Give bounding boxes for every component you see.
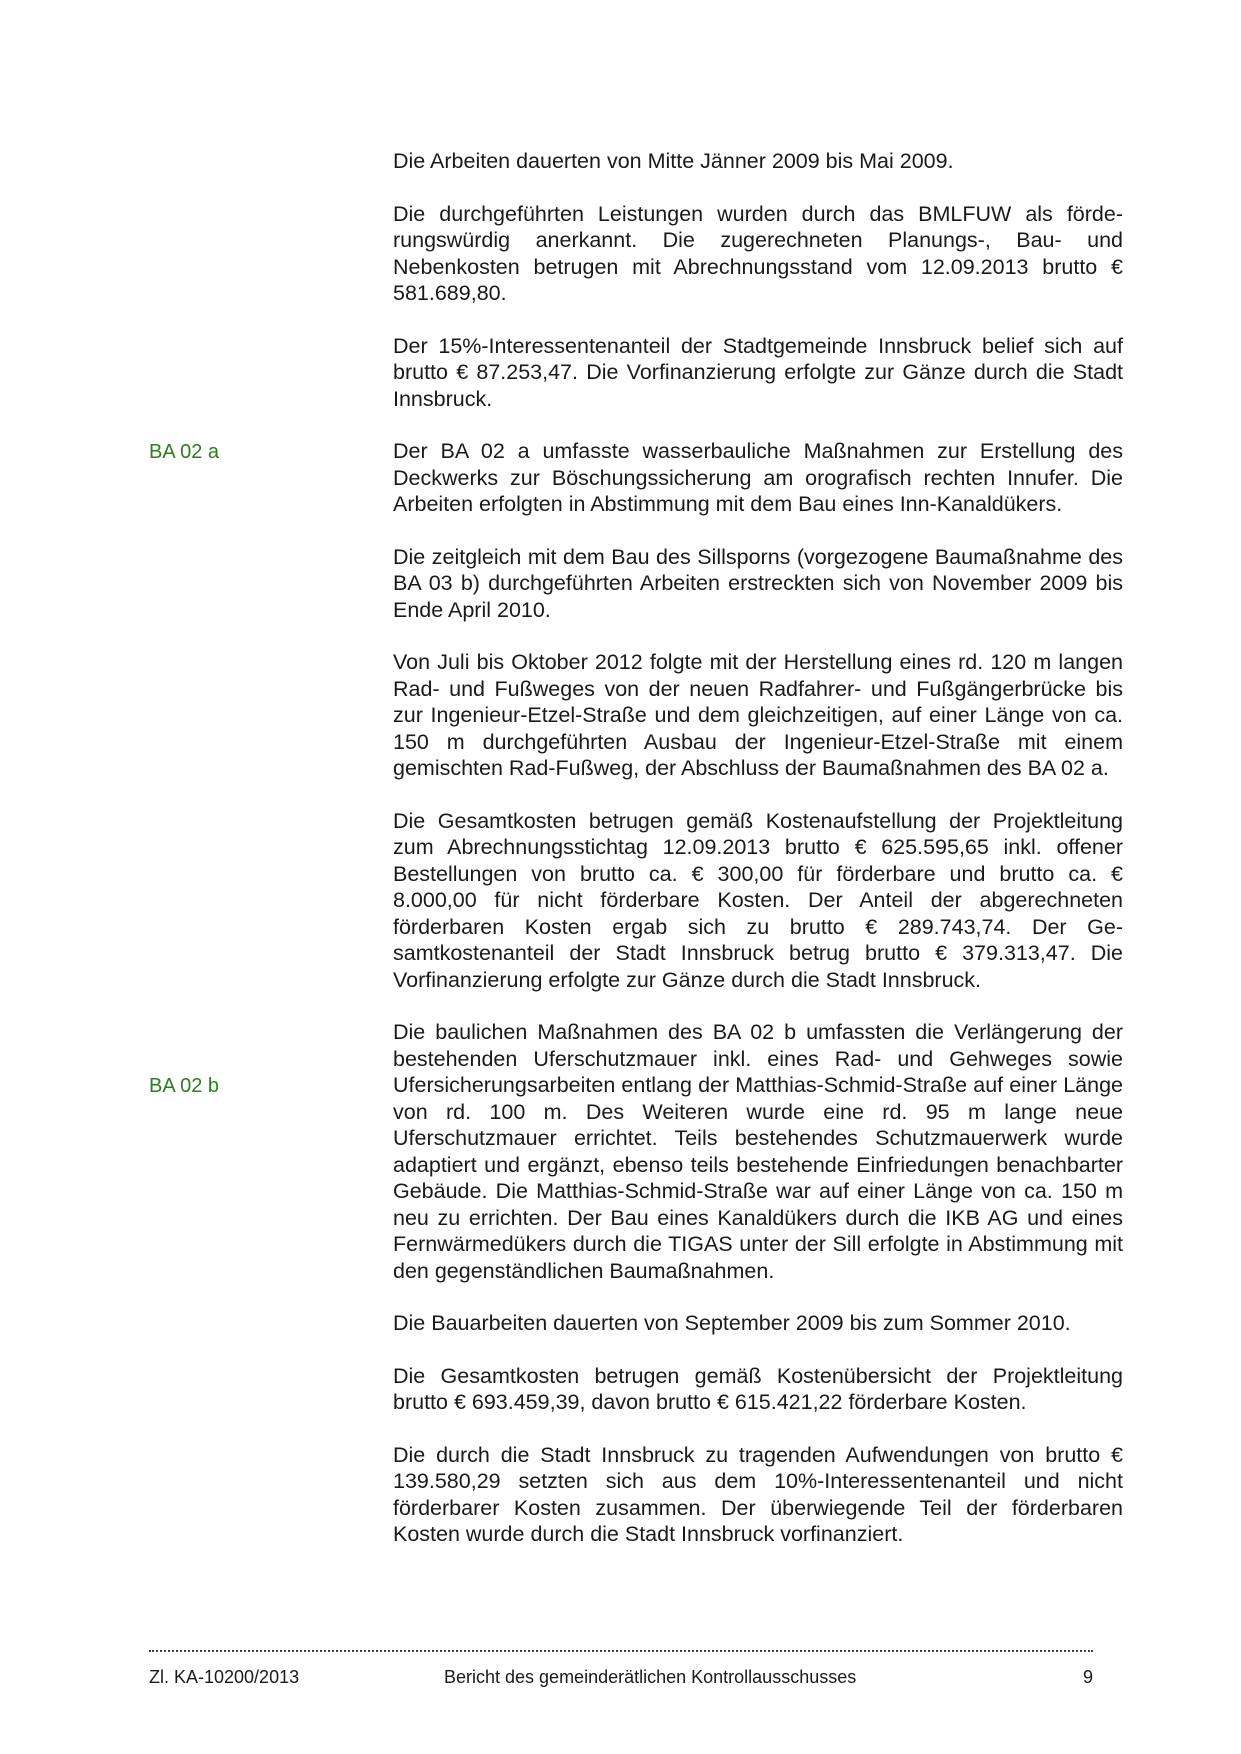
paragraph: Der BA 02 a umfasste wasserbauliche Maßnahmen zur Erstellung des Deckwerks zur Böschungssicherung am orografisch rechten Innufer. Die Arbeiten erfolgten in Abstimmung mit dem Bau eines Inn-Kanaldükers. xyxy=(393,439,1123,516)
paragraph: Die Bauarbeiten dauerten von September 2009 bis zum Sommer 2010. xyxy=(393,1311,1071,1335)
margin-label-ba02b: BA 02 b xyxy=(149,1075,220,1097)
paragraph: Von Juli bis Oktober 2012 folgte mit der Herstellung eines rd. 120 m langen Rad- und Fußweges von der neuen Radfahrer- und Fußgängerbrücke bis zur Ingenieur-Etzel-Straße und dem gleichzeitigen, auf einer Länge von ca. 150 m durchgeführten Ausbau der Ingenieur-Etzel-Straße mit einem gemischten Rad-Fußweg, der Abschluss der Baumaßnahmen des BA 02 a. xyxy=(393,650,1123,780)
paragraph: Die baulichen Maßnahmen des BA 02 b umfassten die Verlängerung der bestehenden Uferschutzmauer inkl. eines Rad- und Gehweges sowie Ufersicherungsarbeiten entlang der Matthias-Schmid-Straße auf einer Länge von rd. 100 m. Des Weiteren wurde eine rd. 95 m lange neue Uferschutzmauer errichtet. Teils bestehendes Schutzmauerwerk wurde adaptiert und ergänzt, ebenso teils bestehende Einfriedungen benachbarter Gebäude. Die Matthias-Schmid-Straße war auf einer Länge von ca. 150 m neu zu errichten. Der Bau eines Kanaldükers durch die IKB AG und eines Fernwärmedükers durch die TIGAS unter der Sill erfolgte in Abstimmung mit den gegenständlichen Baumaßnahmen. xyxy=(393,1020,1123,1283)
paragraph: Die zeitgleich mit dem Bau des Sillsporns (vorgezogene Baumaßnahme des BA 03 b) durchgeführten Arbeiten erstreckten sich von November 2009 bis Ende April 2010. xyxy=(393,544,1123,622)
body-text-column xyxy=(393,148,1123,1574)
page-number: 9 xyxy=(1082,1667,1093,1687)
paragraph: Die Arbeiten dauerten von Mitte Jänner 2009 bis Mai 2009. xyxy=(393,149,954,173)
paragraph: Der 15%-Interessentenanteil der Stadtgemeinde Innsbruck belief sich auf brutto € 87.253,47. Die Vorfinanzierung erfolgte zur Gänze durch die Stadt Innsbruck. xyxy=(393,333,1123,411)
footer-title: Bericht des gemeinderätlichen Kontrollausschusses xyxy=(444,1667,857,1687)
paragraph: Die Gesamtkosten betrugen gemäß Kostenübersicht der Projektleitung brutto € 693.459,39, davon brutto € 615.421,22 förderbare Kosten. xyxy=(393,1363,1123,1414)
paragraph: Die durchgeführten Leistungen wurden durch das BMLFUW als förderungswürdig anerkannt. Die zugerechneten Planungs-, Bau- und Nebenkosten betrugen mit Abrechnungsstand vom 12.09.2013 brutto € 581.689,80. xyxy=(393,201,1123,305)
footer-divider xyxy=(149,1650,1093,1652)
margin-label-ba02a: BA 02 a xyxy=(149,441,220,463)
footer-reference: Zl. KA-10200/2013 xyxy=(149,1667,300,1687)
paragraph: Die durch die Stadt Innsbruck zu tragenden Aufwendungen von brutto € 139.580,29 setzten sich aus dem 10%-Interessentenanteil und nicht förderbarer Kosten zusammen. Der überwiegende Teil der förderbaren Kosten wurde durch die Stadt Innsbruck vorfinanziert. xyxy=(393,1442,1123,1546)
paragraph: Die Gesamtkosten betrugen gemäß Kostenaufstellung der Projektleitung zum Abrechnungsstichtag 12.09.2013 brutto € 625.595,65 inkl. offener Bestellungen von brutto ca. € 300,00 für förderbare und brutto ca. € 8.000,00 für nicht förderbare Kosten. Der Anteil der abgerechneten förderbaren Kosten ergab sich zu brutto € 289.743,74. Der Gesamtkostenanteil der Stadt Innsbruck betrug brutto € 379.313,47. Die Vorfinanzierung erfolgte zur Gänze durch die Stadt Innsbruck. xyxy=(393,808,1123,992)
